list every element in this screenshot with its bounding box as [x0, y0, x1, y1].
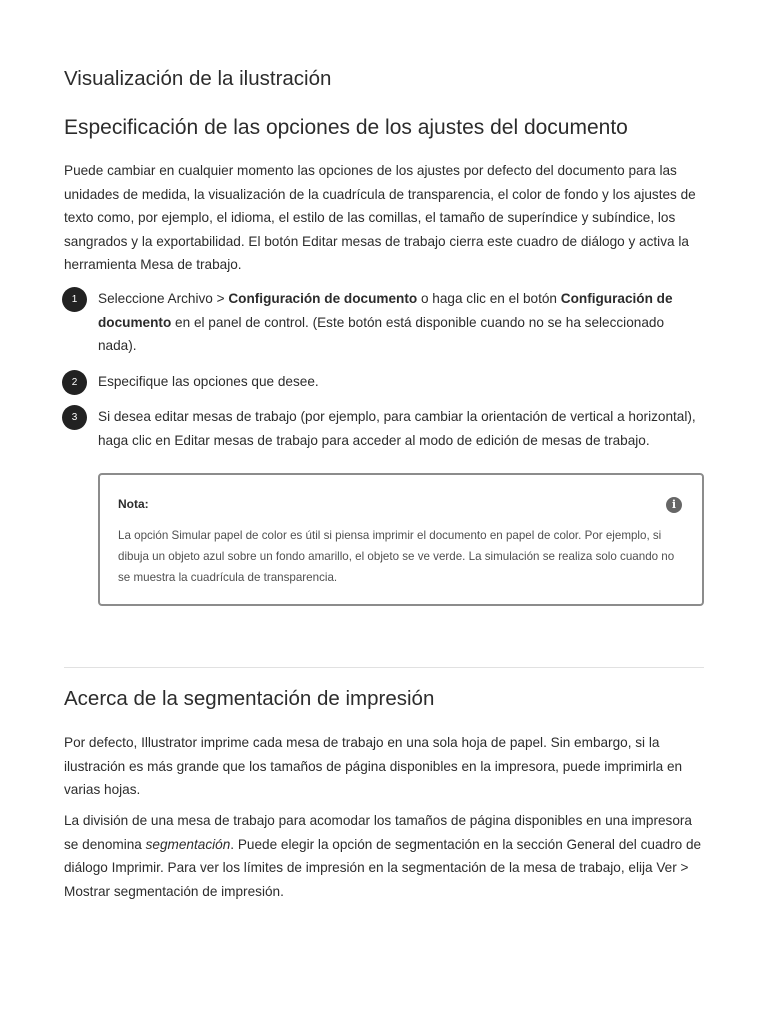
section-heading-document-setup: Especificación de las opciones de los ajustes del documento	[64, 116, 628, 139]
step-text: o haga clic en el botón	[417, 291, 561, 306]
paragraph-text: . Puede elegir la opción de segmentación en la sección General del cuadro de diálogo Imprimir. Para ver los límites de impresión en la segmentación de la mesa de trabajo, elija Ver > Mostrar segmentación de impresión.	[64, 836, 702, 899]
step-number: 2	[62, 370, 87, 395]
tiling-paragraph-1: Por defecto, Illustrator imprime cada mesa de trabajo en una sola hoja de papel. Sin embargo, si la ilustración es más grande que los tamaños de página disponibles en la impresora, puede imprimirla en varias hojas.	[64, 735, 683, 797]
steps-list	[64, 287, 704, 452]
section-heading-print-tiling: Acerca de la segmentación de impresión	[64, 687, 435, 710]
step-text: Si desea editar mesas de trabajo (por ejemplo, para cambiar la orientación de vertical a horizontal), haga clic en Editar mesas de trabajo para acceder al modo de edición de mesas de trabajo.	[98, 409, 696, 448]
step-item	[64, 287, 704, 358]
emphasized-term: segmentación	[145, 836, 231, 852]
paragraph-text: La división de una mesa de trabajo para acomodar los tamaños de página disponibles en una impresora se denomina	[64, 813, 692, 852]
section-heading-visualization: Visualización de la ilustración	[64, 67, 332, 90]
step-text: en el panel de control. (Este botón está disponible cuando no se ha seleccionado nada).	[98, 314, 665, 353]
step-text: Especifique las opciones que desee.	[98, 373, 319, 389]
button-name: Configuración de documento	[98, 291, 673, 330]
step-number: 1	[62, 287, 87, 312]
intro-paragraph: Puede cambiar en cualquier momento las opciones de los ajustes por defecto del documento para las unidades de medida, la visualización de la cuadrícula de transparencia, el color de fondo y los ajustes de texto como, por ejemplo, el idioma, el estilo de las comillas, el tamaño de superíndice y subíndice, los sangrados y la exportabilidad. El botón Editar mesas de trabajo cierra este cuadro de diálogo y activa la herramienta Mesa de trabajo.	[64, 163, 696, 272]
step-item	[64, 405, 704, 452]
step-number: 3	[62, 405, 87, 430]
section-divider	[64, 667, 704, 668]
tiling-paragraph-2	[64, 809, 704, 903]
step-text: Seleccione Archivo >	[98, 291, 229, 306]
step-item	[64, 370, 704, 394]
note-body: La opción Simular papel de color es útil si piensa imprimir el documento en papel de color. Por ejemplo, si dibuja un objeto azul sobre un fondo amarillo, el objeto se ve verde. La simulación se realiza solo cuando no se muestra la cuadrícula de transparencia.	[118, 529, 675, 584]
note-title: Nota:	[118, 497, 149, 511]
menu-command: Configuración de documento	[228, 291, 418, 306]
info-icon: i	[666, 497, 682, 513]
note-box	[98, 473, 704, 606]
